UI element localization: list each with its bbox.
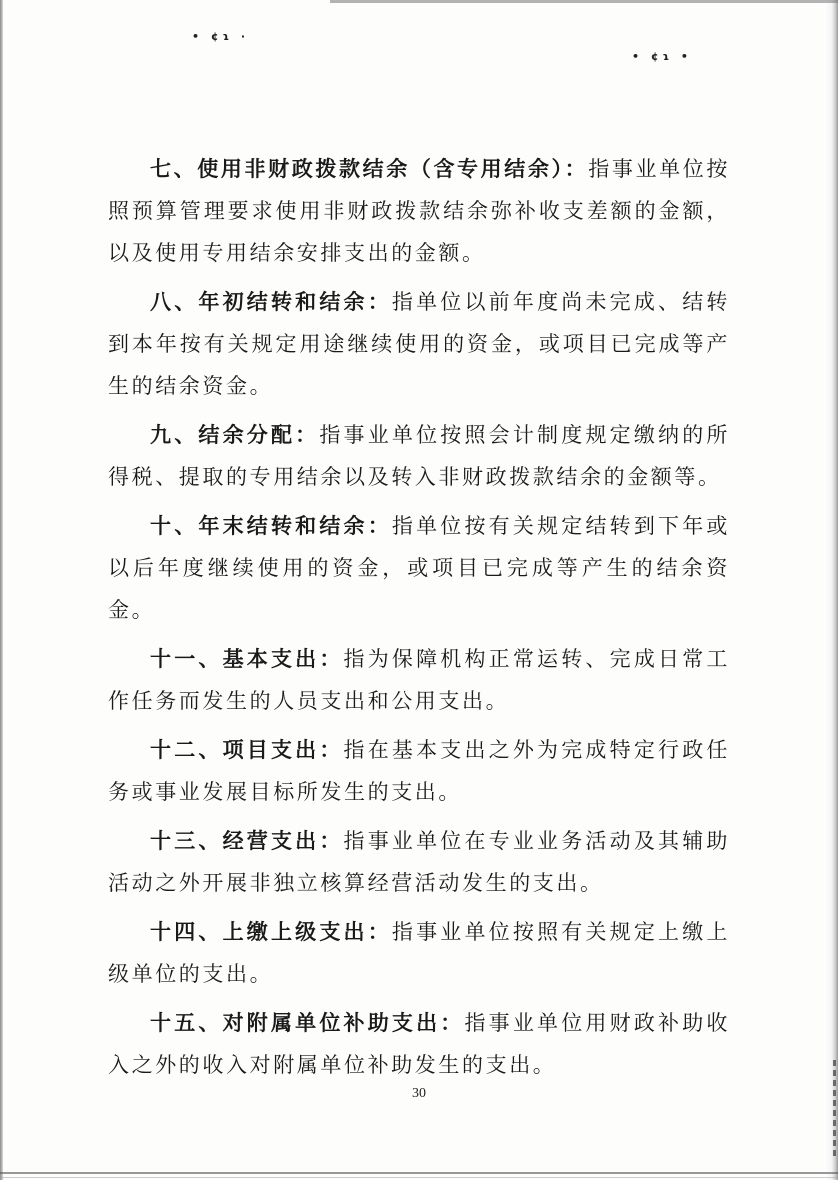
binding-mark-right: • ¢ɿ • xyxy=(632,50,692,63)
definition-paragraph xyxy=(108,729,730,813)
definition-text: 指事业单位按照会计制度规定缴纳的所得税、提取的专用结余以及转入非财政拨款结余的金额等。 xyxy=(108,423,730,489)
definition-term: 九、结余分配： xyxy=(150,422,320,447)
definition-text: 指事业单位用财政补助收入之外的收入对附属单位补助发生的支出。 xyxy=(108,1011,730,1077)
definition-paragraph xyxy=(108,505,730,631)
scan-edge-left xyxy=(0,0,3,1180)
definition-text: 指事业单位按照预算管理要求使用非财政拨款结余弥补收支差额的金额，以及使用专用结余安排支出的金额。 xyxy=(108,157,730,265)
document-body xyxy=(108,148,730,1093)
binding-mark-left: • ¢ɿ · xyxy=(192,30,250,43)
definition-term: 八、年初结转和结余： xyxy=(150,289,392,314)
definition-term: 七、使用非财政拨款结余（含专用结余）： xyxy=(150,156,589,181)
definition-paragraph xyxy=(108,1002,730,1086)
scan-edge-top xyxy=(330,0,838,3)
definition-paragraph xyxy=(108,414,730,498)
definition-paragraph xyxy=(108,148,730,274)
page-number: 30 xyxy=(412,1086,426,1101)
definition-term: 十五、对附属单位补助支出： xyxy=(150,1010,465,1035)
definition-text: 指在基本支出之外为完成特定行政任务或事业发展目标所发生的支出。 xyxy=(108,738,730,804)
definition-text: 指单位以前年度尚未完成、结转到本年按有关规定用途继续使用的资金，或项目已完成等产生的结余资金。 xyxy=(108,290,731,398)
definition-paragraph xyxy=(108,911,730,995)
definition-term: 十四、上缴上级支出： xyxy=(150,919,392,944)
definition-term: 十三、经营支出： xyxy=(150,828,344,853)
definition-text: 指事业单位按照有关规定上缴上级单位的支出。 xyxy=(108,920,731,986)
definition-text: 指为保障机构正常运转、完成日常工作任务而发生的人员支出和公用支出。 xyxy=(108,647,730,713)
scan-edge-bottom-secondary xyxy=(0,1177,838,1178)
definition-term: 十、年末结转和结余： xyxy=(150,513,392,538)
definition-paragraph xyxy=(108,820,730,904)
definition-paragraph xyxy=(108,638,730,722)
definition-term: 十二、项目支出： xyxy=(150,737,344,762)
scan-edge-right xyxy=(824,0,838,1180)
definition-paragraph xyxy=(108,281,730,407)
definition-text: 指事业单位在专业业务活动及其辅助活动之外开展非独立核算经营活动发生的支出。 xyxy=(108,829,730,895)
definition-term: 十一、基本支出： xyxy=(150,646,344,671)
definition-text: 指单位按有关规定结转到下年或以后年度继续使用的资金，或项目已完成等产生的结余资金。 xyxy=(108,514,731,622)
scan-edge-bottom xyxy=(0,1172,838,1174)
